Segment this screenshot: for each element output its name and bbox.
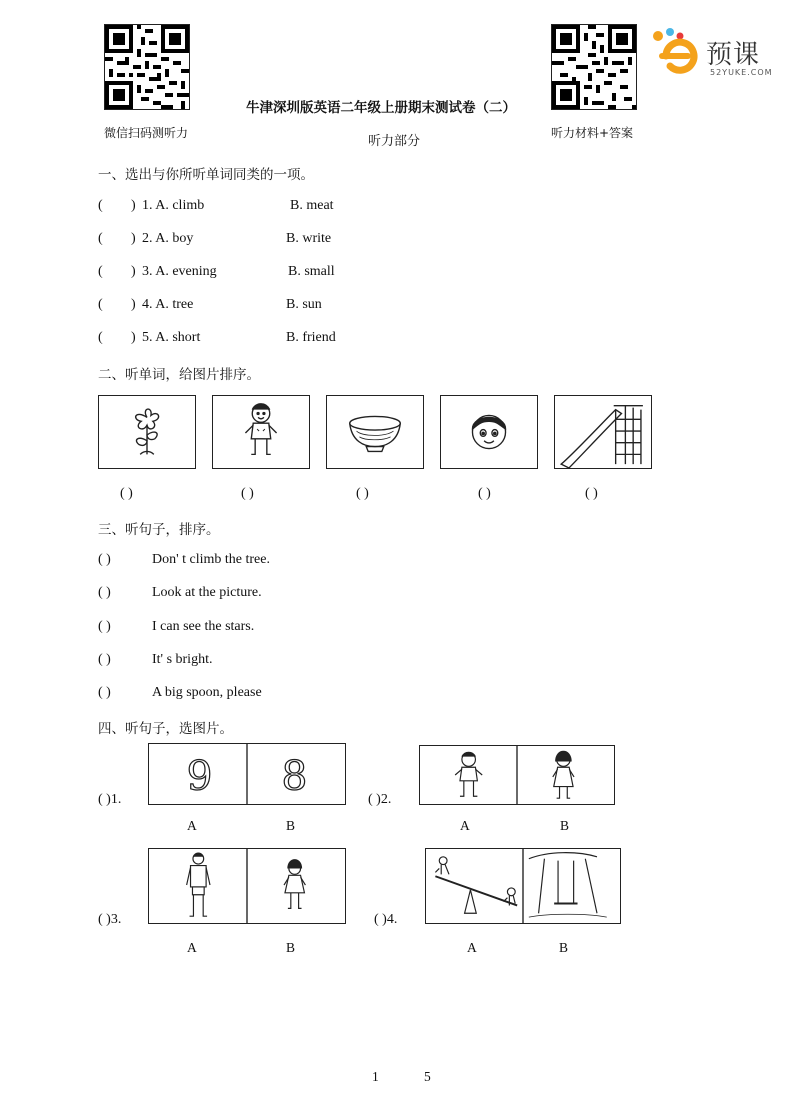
answer-close-paren: )	[131, 264, 136, 279]
picture-slide	[554, 395, 652, 469]
boy-icon	[455, 752, 482, 796]
question-label[interactable]: ( )4.	[374, 912, 398, 927]
page-number: 1	[372, 1069, 379, 1084]
option-b-label: B	[286, 818, 296, 833]
answer-open-paren: (	[98, 231, 103, 246]
section1-option-b: B. write	[286, 231, 332, 246]
qr-code-icon	[552, 25, 636, 109]
logo-e-icon	[648, 26, 708, 82]
answer-blank[interactable]: ( )	[98, 652, 111, 667]
question-label[interactable]: ( )3.	[98, 912, 122, 927]
option-a-label: A	[187, 940, 197, 955]
picture-pair-1	[148, 743, 346, 805]
picture-pair-4	[425, 848, 621, 924]
section1-option-a: 1. A. climb	[142, 198, 205, 213]
picture-boy	[212, 395, 310, 469]
sentence-text: Don' t climb the tree.	[152, 552, 270, 567]
answer-open-paren: (	[98, 264, 103, 279]
answer-blank[interactable]: ( )	[98, 685, 111, 700]
section1-option-b: B. sun	[286, 297, 322, 312]
short-girl-icon	[284, 860, 305, 909]
qr-code-icon	[105, 25, 189, 109]
answer-blank[interactable]: ( )	[356, 486, 369, 501]
section1-option-b: B. meat	[290, 198, 334, 213]
flower-icon	[99, 396, 195, 468]
sentence-text: It' s bright.	[152, 652, 213, 667]
answer-close-paren: )	[131, 297, 136, 312]
section1-heading: 一、选出与你所听单词同类的一项。	[98, 167, 314, 183]
tall-man-icon	[187, 853, 210, 916]
option-a-label: A	[187, 818, 197, 833]
qr-right-caption: 听力材料+答案	[551, 126, 634, 140]
question-label[interactable]: ( )1.	[98, 792, 122, 807]
bowl-icon	[327, 396, 423, 468]
page-title: 牛津深圳版英语二年级上册期末测试卷（二）	[246, 100, 516, 116]
answer-close-paren: )	[131, 330, 136, 345]
logo-text: 预课	[706, 40, 761, 70]
boy-icon	[213, 396, 309, 468]
picture-bowl	[326, 395, 424, 469]
section1-option-a: 5. A. short	[142, 330, 201, 345]
picture-flower	[98, 395, 196, 469]
answer-open-paren: (	[98, 198, 103, 213]
section1-option-b: B. friend	[286, 330, 336, 345]
picture-girl-face	[440, 395, 538, 469]
section1-option-a: 2. A. boy	[142, 231, 194, 246]
section1-option-a: 3. A. evening	[142, 264, 217, 279]
option-b-label: B	[559, 940, 569, 955]
logo-subtext: 52YUKE.COM	[710, 68, 773, 77]
answer-open-paren: (	[98, 297, 103, 312]
answer-blank[interactable]: ( )	[98, 619, 111, 634]
brand-logo	[648, 26, 778, 86]
page-total: 5	[424, 1069, 431, 1084]
answer-blank[interactable]: ( )	[478, 486, 491, 501]
qr-code-right	[551, 24, 637, 110]
option-b-label: B	[560, 818, 570, 833]
sentence-text: A big spoon, please	[152, 685, 262, 700]
number-eight-icon: 8	[281, 751, 308, 800]
answer-close-paren: )	[131, 198, 136, 213]
section4-heading: 四、听句子，选图片。	[98, 721, 233, 737]
section1-option-b: B. small	[288, 264, 335, 279]
question-label[interactable]: ( )2.	[368, 792, 392, 807]
section3-heading: 三、听句子，排序。	[98, 522, 220, 538]
seesaw-icon	[435, 857, 517, 913]
section2-heading: 二、听单词，给图片排序。	[98, 367, 260, 383]
girl-icon	[553, 751, 574, 798]
sentence-text: I can see the stars.	[152, 619, 255, 634]
section1-item	[98, 231, 136, 247]
option-b-label: B	[286, 940, 296, 955]
answer-open-paren: (	[98, 330, 103, 345]
girl-face-icon	[441, 396, 537, 468]
section1-item	[98, 198, 136, 214]
answer-blank[interactable]: ( )	[585, 486, 598, 501]
number-nine-icon: 9	[186, 751, 213, 800]
slide-icon	[555, 396, 651, 468]
qr-left-caption: 微信扫码测听力	[104, 126, 189, 140]
page-subtitle: 听力部分	[368, 134, 421, 149]
swing-icon	[529, 853, 607, 918]
answer-blank[interactable]: ( )	[98, 585, 111, 600]
picture-pair-2	[419, 745, 615, 805]
answer-close-paren: )	[131, 231, 136, 246]
answer-blank[interactable]: ( )	[120, 486, 133, 501]
answer-blank[interactable]: ( )	[241, 486, 254, 501]
option-a-label: A	[467, 940, 477, 955]
section1-option-a: 4. A. tree	[142, 297, 194, 312]
section1-item	[98, 297, 136, 313]
sentence-text: Look at the picture.	[152, 585, 262, 600]
qr-code-left	[104, 24, 190, 110]
section1-item	[98, 264, 136, 280]
picture-pair-3	[148, 848, 346, 924]
answer-blank[interactable]: ( )	[98, 552, 111, 567]
option-a-label: A	[460, 818, 470, 833]
section1-item	[98, 330, 136, 346]
